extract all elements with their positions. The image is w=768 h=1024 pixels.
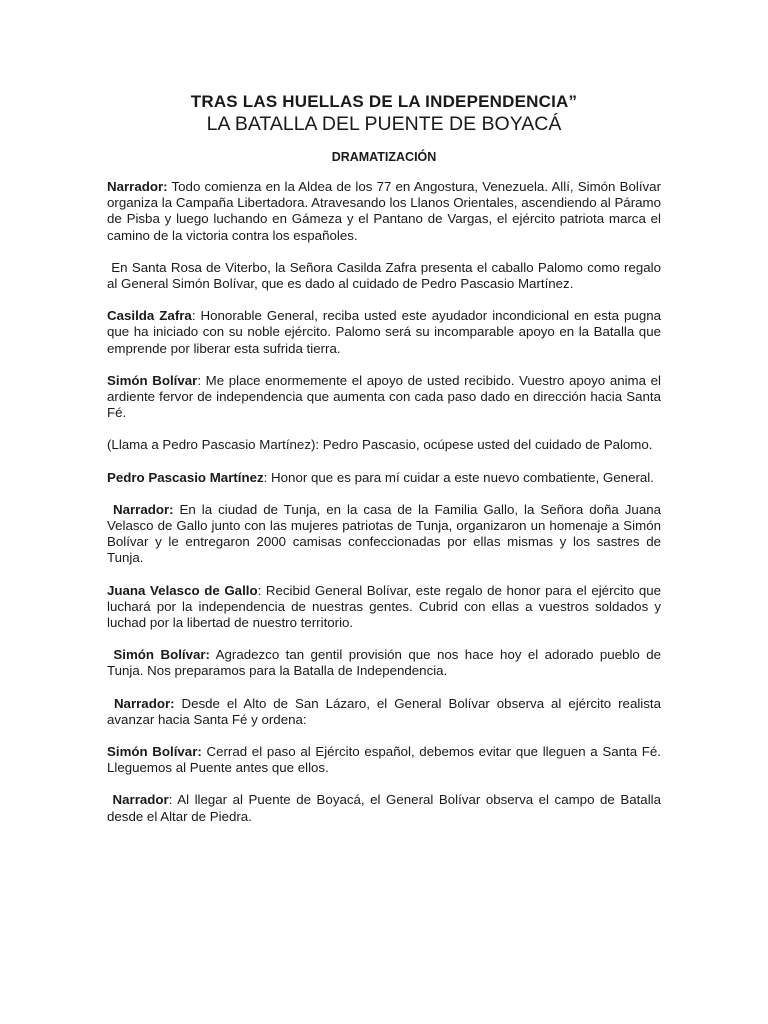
paragraph: [107, 696, 661, 728]
paragraph: [107, 744, 661, 776]
paragraph: [107, 792, 661, 824]
paragraph: [107, 647, 661, 679]
speaker-name: Casilda Zafra: [107, 308, 192, 324]
paragraph-text: Todo comienza en la Aldea de los 77 en Angostura, Venezuela. Allí, Simón Bolívar organiza la Campaña Libertadora. Atravesando los Llanos Orientales, ascendiendo al Páramo de Pisba y luego luchando en Gámeza y el Pantano de Vargas, el ejército patriota marca el camino de la victoria contra los españoles.: [107, 179, 661, 243]
section-label: DRAMATIZACIÓN: [331, 150, 437, 164]
document-subtitle-heading: LA BATALLA DEL PUENTE DE BOYACÁ: [206, 113, 562, 135]
speaker-name: Narrador: [107, 792, 169, 808]
paragraph-text: En la ciudad de Tunja, en la casa de la Familia Gallo, la Señora doña Juana Velasco de Gallo junto con las mujeres patriotas de Tunja, organizaron un homenaje a Simón Bolívar y le entregaron 2000 camisas confeccionadas por ellas mismas y los sastres de Tunja.: [107, 501, 661, 566]
speaker-name: Simón Bolívar: [107, 372, 198, 388]
paragraph-text: Desde el Alto de San Lázaro, el General Bolívar observa al ejército realista avanzar hacia Santa Fé y ordena:: [107, 695, 661, 727]
speaker-name: Narrador:: [107, 501, 174, 517]
paragraph: [107, 583, 661, 632]
speaker-name: Juana Velasco de Gallo: [107, 582, 258, 598]
paragraph: [107, 373, 661, 422]
paragraph-text: Agradezco tan gentil provisión que nos hace hoy el adorado pueblo de Tunja. Nos preparamos para la Batalla de Independencia.: [107, 647, 661, 679]
paragraph: [107, 437, 661, 453]
paragraph: [107, 179, 661, 244]
document-page: [107, 92, 665, 825]
paragraph: [107, 470, 661, 486]
dialogue-body: [107, 179, 665, 825]
paragraph-text: : Honorable General, reciba usted este ayudador incondicional en esta pugna que ha iniciado con su noble ejército. Palomo será su incomparable apoyo en la Batalla que emprende por liberar esta sufrida tierra.: [107, 308, 662, 356]
paragraph-text: : Honor que es para mí cuidar a este nuevo combatiente, General.: [263, 469, 654, 485]
paragraph-text: (Llama a Pedro Pascasio Martínez): Pedro Pascasio, ocúpese usted del cuidado de Palomo.: [107, 437, 653, 453]
speaker-name: Narrador:: [107, 695, 175, 711]
speaker-name: Simón Bolívar:: [107, 647, 210, 663]
speaker-name: Simón Bolívar:: [107, 744, 202, 760]
document-title: TRAS LAS HUELLAS DE LA INDEPENDENCIA”: [190, 92, 578, 111]
paragraph: [107, 259, 665, 292]
speaker-name: Pedro Pascasio Martínez: [107, 469, 264, 485]
paragraph-text: En Santa Rosa de Viterbo, la Señora Casilda Zafra presenta el caballo Palomo como regalo al General Simón Bolívar, que es dado al cuidado de Pedro Pascasio Martínez.: [107, 259, 665, 292]
speaker-name: Narrador:: [107, 179, 168, 194]
paragraph-text: Cerrad el paso al Ejército español, debemos evitar que lleguen a Santa Fé. Lleguemos al Puente antes que ellos.: [107, 744, 661, 776]
paragraph-text: : Al llegar al Puente de Boyacá, el General Bolívar observa el campo de Batalla desde el Altar de Piedra.: [107, 792, 661, 824]
paragraph-text: : Recibid General Bolívar, este regalo de honor para el ejército que luchará por la independencia de nuestras gentes. Cubrid con ellas a vuestros soldados y luchad por la libertad de nuestro territorio.: [107, 582, 662, 631]
paragraph: [107, 502, 661, 567]
paragraph-text: : Me place enormemente el apoyo de usted recibido. Vuestro apoyo anima el ardiente fervor de independencia que aumenta con cada paso dado en dirección hacia Santa Fé.: [107, 372, 661, 421]
paragraph: [107, 308, 661, 357]
